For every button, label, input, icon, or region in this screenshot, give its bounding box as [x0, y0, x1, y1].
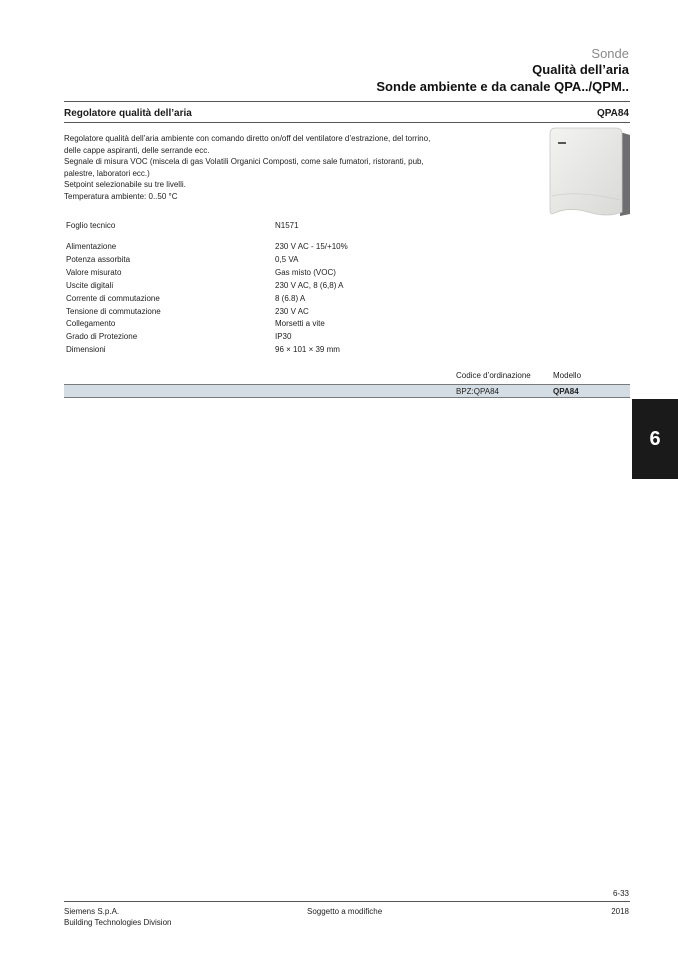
- company-division: Building Technologies Division: [64, 917, 172, 927]
- spec-value: Morsetti a vite: [275, 319, 325, 329]
- spec-row: [66, 318, 348, 331]
- description-line: Regolatore qualità dell’aria ambiente con comando diretto on/off del ventilatore d’estrazione, del torrino,: [64, 134, 431, 143]
- spec-label: Dimensioni: [66, 345, 106, 355]
- spec-row: [66, 331, 348, 344]
- company-name: Siemens S.p.A.: [64, 907, 120, 916]
- spec-label: Tensione di commutazione: [66, 306, 161, 316]
- spec-value: IP30: [275, 332, 292, 342]
- spec-value: Gas misto (VOC): [275, 267, 336, 277]
- page-subtitle: Sonde ambiente e da canale QPA../QPM..: [376, 79, 629, 94]
- spec-label: Uscite digitali: [66, 280, 114, 290]
- spec-value: 8 (6.8) A: [275, 293, 306, 303]
- spec-row: [66, 344, 348, 357]
- section-category: Sonde: [591, 46, 629, 61]
- product-description: [64, 133, 514, 203]
- spec-label: Collegamento: [66, 319, 116, 329]
- product-title: Regolatore qualità dell’aria: [64, 108, 192, 119]
- page-number: 6-33: [612, 889, 629, 898]
- order-model-header: Modello: [553, 371, 582, 380]
- spec-row: [66, 267, 348, 280]
- order-code: BPZ:QPA84: [456, 387, 499, 396]
- spec-value: 96 × 101 × 39 mm: [275, 345, 340, 355]
- chapter-tab: 6: [632, 399, 678, 479]
- spec-table: [66, 241, 348, 357]
- product-divider: [64, 122, 630, 123]
- order-table-header: [456, 371, 582, 380]
- spec-row: [66, 280, 348, 293]
- product-code: QPA84: [596, 108, 629, 119]
- spec-label: Potenza assorbita: [66, 254, 131, 264]
- spec-value: N1571: [275, 221, 299, 230]
- page-title: Qualità dell’aria: [532, 62, 629, 77]
- spec-value: 230 V AC: [275, 306, 309, 316]
- spec-label: Grado di Protezione: [66, 332, 138, 342]
- spec-label: Valore misurato: [66, 267, 122, 277]
- header-divider: [64, 101, 630, 102]
- spec-row: [66, 293, 348, 306]
- description-line: delle cappe aspiranti, delle serrande ecc.: [64, 145, 210, 155]
- spec-value: 0,5 VA: [275, 254, 299, 264]
- spec-label: Corrente di commutazione: [66, 293, 160, 303]
- description-line: Setpoint selezionabile su tre livelli.: [64, 180, 186, 190]
- description-line: Temperatura ambiente: 0..50 °C: [64, 191, 178, 201]
- footer-year: 2018: [611, 907, 629, 916]
- spec-value: 230 V AC - 15/+10%: [275, 242, 348, 251]
- spec-label: Alimentazione: [66, 242, 117, 251]
- order-table-row: [64, 384, 630, 398]
- spec-value: 230 V AC, 8 (6,8) A: [275, 280, 344, 290]
- qpa84-device-image: [548, 126, 630, 218]
- spec-row: [66, 254, 348, 267]
- datasheet-row: [66, 220, 299, 233]
- footer-company: [64, 907, 171, 928]
- order-model: QPA84: [553, 387, 579, 396]
- spec-row: [66, 306, 348, 319]
- spec-label: Foglio tecnico: [66, 221, 116, 230]
- footer-notice: Soggetto a modifiche: [307, 907, 383, 916]
- order-code-header: Codice d’ordinazione: [456, 371, 531, 380]
- footer-divider: [64, 901, 630, 902]
- spec-row: [66, 241, 348, 254]
- description-line: Segnale di misura VOC (miscela di gas Volatili Organici Composti, come sale fumatori, ristoranti, pub,: [64, 157, 424, 167]
- description-line: palestre, laboratori ecc.): [64, 168, 150, 178]
